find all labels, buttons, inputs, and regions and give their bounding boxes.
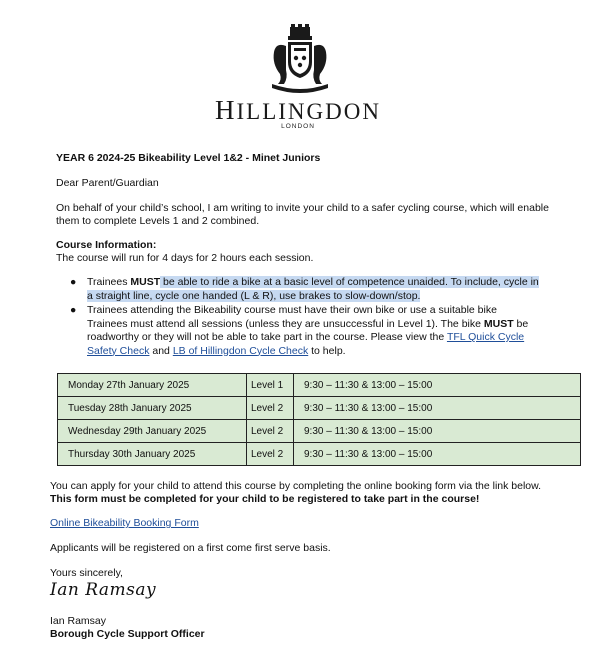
signer-title: Borough Cycle Support Officer — [50, 628, 205, 640]
session-time: 9:30 – 11:30 & 13:00 – 15:00 — [294, 443, 581, 466]
apply-requirement: This form must be completed for your child to be registered to take part in the course! — [50, 493, 480, 505]
council-sub-wordmark: LONDON — [281, 123, 315, 130]
session-time: 9:30 – 11:30 & 13:00 – 15:00 — [294, 374, 581, 397]
session-level: Level 2 — [247, 397, 294, 420]
schedule-table — [57, 373, 581, 466]
table-row — [58, 397, 581, 420]
session-time: 9:30 – 11:30 & 13:00 – 15:00 — [294, 397, 581, 420]
session-date: Tuesday 28th January 2025 — [58, 397, 247, 420]
session-date: Wednesday 29th January 2025 — [58, 420, 247, 443]
course-duration: The course will run for 4 days for 2 hours each session. — [56, 252, 314, 264]
session-level: Level 2 — [247, 443, 294, 466]
intro-line: On behalf of your child’s school, I am writing to invite your child to a safer cycling course, which will enable — [56, 202, 549, 214]
intro-line: them to complete Levels 1 and 2 combined. — [56, 215, 260, 227]
council-wordmark: HILLINGDON — [215, 95, 381, 125]
apply-paragraph — [50, 480, 570, 506]
table-row — [58, 374, 581, 397]
apply-line: You can apply for your child to attend this course by completing the online booking form via the link below. — [50, 480, 542, 492]
table-row — [58, 443, 581, 466]
session-time: 9:30 – 11:30 & 13:00 – 15:00 — [294, 420, 581, 443]
table-row — [58, 420, 581, 443]
signer-name: Ian Ramsay — [50, 615, 107, 627]
registration-note: Applicants will be registered on a first come first serve basis. — [50, 542, 331, 554]
booking-form-link[interactable]: Online Bikeability Booking Form — [50, 517, 199, 529]
bullet-icon: ● — [70, 304, 77, 316]
session-level: Level 1 — [247, 374, 294, 397]
letter-title: YEAR 6 2024-25 Bikeability Level 1&2 - Minet Juniors — [56, 152, 321, 164]
closing: Yours sincerely, — [50, 567, 123, 579]
bullet-icon: ● — [70, 276, 77, 288]
list-item: ● Trainees attending the Bikeability course must have their own bike or use a suitable bike Trainees must attend all sessions (unless they are unsuccessful in Level 1). The bike MUST be roadworthy or they will not be able to take part in the course. Please view the TFL Quick Cycle Safety Check and LB of Hillingdon Cycle Check to help. — [70, 304, 529, 357]
requirements-list — [70, 276, 540, 359]
salutation: Dear Parent/Guardian — [56, 177, 159, 189]
session-date: Monday 27th January 2025 — [58, 374, 247, 397]
course-info-heading: Course Information: — [56, 239, 157, 251]
list-item: ● Trainees MUST be able to ride a bike at a basic level of competence unaided. To include, cycle in a straight line, cycle one handed (L & R), use brakes to slow-down/stop. — [70, 276, 539, 302]
tfl-safety-check-link[interactable]: TFL Quick Cycle Safety Check — [87, 331, 525, 357]
hillingdon-cycle-check-link[interactable]: LB of Hillingdon Cycle Check — [172, 344, 309, 357]
emphasis-must: MUST — [130, 276, 161, 288]
hillingdon-crest-logo — [264, 24, 336, 96]
session-level: Level 2 — [247, 420, 294, 443]
handwritten-signature: Ian Ramsay — [50, 580, 157, 600]
intro-paragraph — [56, 202, 556, 228]
session-date: Thursday 30th January 2025 — [58, 443, 247, 466]
emphasis-must: MUST — [483, 317, 514, 330]
